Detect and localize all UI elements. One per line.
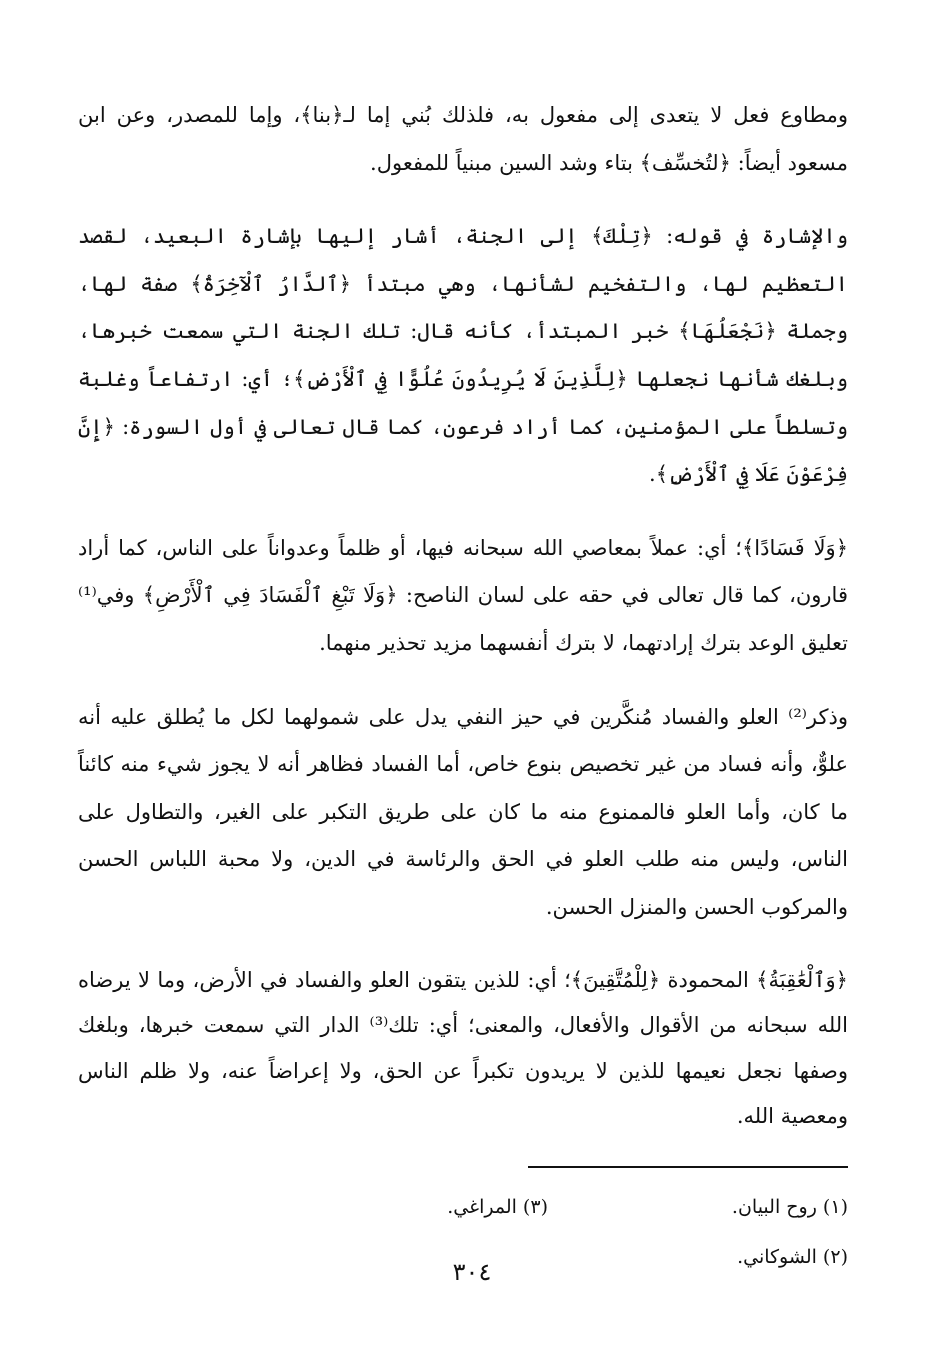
page-number: ٣٠٤: [452, 1258, 492, 1286]
paragraph-1: ومطاوع فعل لا يتعدى إلى مفعول به، فلذلك بُني إما لـ﴿بنا﴾، وإما للمصدر، وعن ابن مسعود أيضاً: ﴿لتُخسِّف﴾ بتاء وشد السين مبنياً للمفعول.: [78, 103, 848, 175]
footnote-row-1: [78, 1182, 848, 1232]
paragraph-3: ﴿وَلَا فَسَادًا﴾؛ أي: عملاً بمعاصي الله سبحانه فيها، أو ظلماً وعدواناً على الناس، كما أراد قارون، كما قال تعالى في حقه على لسان الناصح: ﴿وَلَا تَبْغِ ٱلْفَسَادَ فِي ٱلْأَرْضِ﴾ وفي⁽¹⁾ تعليق الوعد بترك إرادتهما، لا بترك أنفسهما مزيد تحذير منهما.: [78, 535, 848, 655]
footnote-1: (١) روح البيان.: [731, 1195, 848, 1218]
paragraph-2: والإشارة في قوله: ﴿تِلْكَ﴾ إلى الجنة، أشار إليها بإشارة البعيد، لقصد التعظيم لها، والتفخيم لشأنها، وهي مبتدأ ﴿ٱلدَّارُ ٱلْآخِرَةُ﴾ صفة لها، وجملة ﴿نَجْعَلُهَا﴾ خبر المبتدأ، كأنه قال: تلك الجنة التي سمعت خبرها، وبلغك شأنها نجعلها ﴿لِلَّذِينَ لَا يُرِيدُونَ عُلُوًّا فِي ٱلْأَرْضِ﴾؛ أي: ارتفاعاً وغلبة وتسلطاً على المؤمنين، كما أراد فرعون، كما قال تعالى في أول السورة: ﴿إِنَّ فِرْعَوْنَ عَلَا فِي ٱلْأَرْضِ﴾.: [78, 224, 848, 487]
footnote-3: (٣) المراغي.: [447, 1195, 548, 1218]
paragraph-4: وذكر⁽²⁾ العلو والفساد مُنكَّرين في حيز النفي يدل على شمولهما لكل ما يُطلق عليه أنه علوٌّ، وأنه فساد من غير تخصيص بنوع خاص، أما الفساد فظاهر أنه لا يجوز شيء منه كائناً ما كان، وأما العلو فالممنوع منه ما كان على طريق التكبر على الغير، والتطاول على الناس، وليس منه طلب العلو في الحق والرئاسة في الدين، ولا محبة اللباس الحسن والمركوب الحسن والمنزل الحسن.: [78, 704, 848, 919]
paragraph-5: ﴿وَٱلْعَٰقِبَةُ﴾ المحمودة ﴿لِلْمُتَّقِينَ﴾؛ أي: للذين يتقون العلو والفساد في الأرض، وما لا يرضاه الله سبحانه من الأقوال والأفعال، والمعنى؛ أي: تلك⁽³⁾ الدار التي سمعت خبرها، وبلغك وصفها نجعل نعيمها للذين لا يريدون تكبراً عن الحق، ولا إعراضاً عنه، ولا ظلم الناس ومعصية الله.: [78, 967, 849, 1128]
footnote-2: (٢) الشوكاني.: [737, 1245, 848, 1268]
footnote-divider: [528, 1166, 848, 1168]
